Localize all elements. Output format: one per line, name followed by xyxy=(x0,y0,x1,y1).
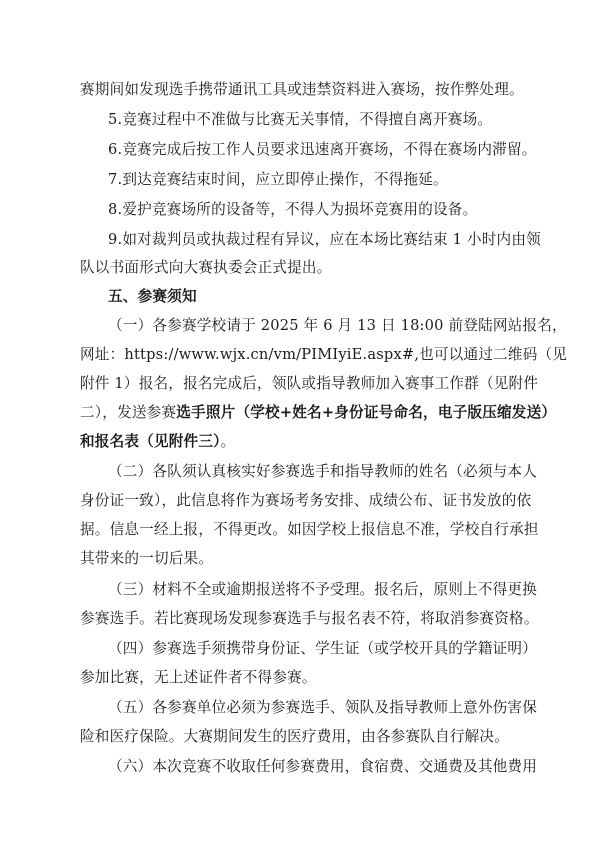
notice-item-2: （二）各队须认真核实好参赛选手和指导教师的姓名（必须与本人 xyxy=(108,463,538,480)
notice-item-6: （六）本次竞赛不收取任何参赛费用，食宿费、交通费及其他费用 xyxy=(108,758,538,775)
notice-item-3: （三）材料不全或逾期报送将不予受理。报名后，原则上不得更换 xyxy=(108,581,538,598)
text-line: 赛期间如发现选手携带通讯工具或违禁资料进入赛场，按作弊处理。 xyxy=(80,81,524,98)
text-line xyxy=(80,432,235,452)
text-line: 身份证一致），此信息将作为赛场考务安排、成绩公布、证书发放的依 xyxy=(80,492,532,509)
rule-item-9: 9.如对裁判员或执裁过程有异议，应在本场比赛结束 1 小时内由领 xyxy=(108,231,541,248)
bold-text-segment: 和报名表（见附件三） xyxy=(80,433,221,450)
notice-item-1: （一）各参赛学校请于 2025 年 6 月 13 日 18:00 前登陆网站报名， xyxy=(108,317,567,334)
bold-text-segment: 选手照片（学校+姓名+身份证号命名，电子版压缩发送） xyxy=(176,404,557,421)
notice-item-4: （四）参赛选手须携带身份证、学生证（或学校开具的学籍证明） xyxy=(108,640,538,657)
text-line: 险和医疗保险。大赛期间发生的医疗费用，由各参赛队自行解决。 xyxy=(80,728,510,745)
text-line: 网址：https://www.wjx.cn/vm/PIMIyiE.aspx#,也可以通过二维码（见 xyxy=(80,346,568,363)
text-line: 参赛选手。若比赛现场发现参赛选手与报名表不符，将取消参赛资格。 xyxy=(80,610,539,627)
text-line: 据。信息一经上报，不得更改。如因学校上报信息不准，学校自行承担 xyxy=(80,521,539,538)
section-heading: 五、参赛须知 xyxy=(108,288,197,305)
text-line xyxy=(80,403,556,423)
text-line: 其带来的一切后果。 xyxy=(80,550,214,567)
text-line: 附件 1）报名，报名完成后，领队或指导教师加入赛事工作群（见附件 xyxy=(80,375,539,392)
rule-item-6: 6.竞赛完成后按工作人员要求迅速离开赛场，不得在赛场内滞留。 xyxy=(108,141,537,158)
notice-item-5: （五）各参赛单位必须为参赛选手、领队及指导教师上意外伤害保 xyxy=(108,699,538,716)
rule-item-5: 5.竞赛过程中不准做与比赛无关事情，不得擅自离开赛场。 xyxy=(108,111,493,128)
text-line: 队以书面形式向大赛执委会正式提出。 xyxy=(80,259,332,276)
rule-item-7: 7.到达竞赛结束时间，应立即停止操作，不得拖延。 xyxy=(108,171,448,188)
text-line: 参加比赛，无上述证件者不得参赛。 xyxy=(80,669,317,686)
text-segment: 。 xyxy=(220,433,236,450)
text-segment: 二），发送参赛 xyxy=(80,404,177,421)
rule-item-8: 8.爱护竞赛场所的设备等，不得人为损坏竞赛用的设备。 xyxy=(108,201,478,218)
